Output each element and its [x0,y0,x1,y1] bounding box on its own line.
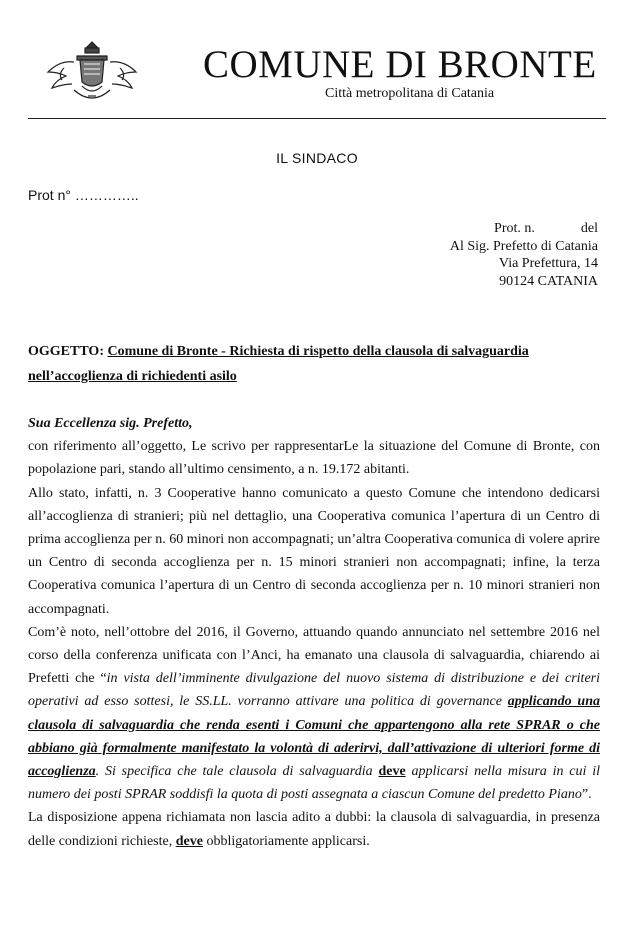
coat-of-arms-icon [44,38,140,104]
paragraph-3-intro: Com’è noto, nell’ottobre del 2016, il Governo, attuando quando annunciato nel settembre 2016 nel corso della conferenza unificata con l’Anci, ha emanato una clausola di salvaguardia, chiarendo ai Prefetti che “ [28,624,600,687]
addressee-line-3: 90124 CATANIA [499,273,598,289]
municipality-subtitle: Città metropolitana di Catania [325,86,495,101]
addressee-prot-label: Prot. n. [494,221,535,236]
subject-text-2: nell’accoglienza di richiedenti asilo [28,369,237,384]
municipality-title: COMUNE DI BRONTE [203,43,597,86]
subject-text-1: Comune di Bronte - Richiesta di rispetto della clausola di salvaguardia [107,344,529,359]
paragraph-1: con riferimento all’oggetto, Le scrivo per rappresentarLe la situazione del Comune di Bronte, con popolazione pari, stando all’ultimo censimento, a n. 19.172 abitanti. [28,439,600,478]
paragraph-4-end: obbligatoriamente applicarsi. [202,833,370,849]
paragraph-3-quote: in vista dell’imminente divulgazione del nuovo sistema di distribuzione e dei criteri operativi ad esso sottesi, le SS.LL. vorranno attivare una politica di governance [28,671,601,710]
protocol-number: Prot n° ………….. [28,187,139,203]
subject-block [28,339,603,389]
addressee-line-2: Via Prefettura, 14 [498,256,598,271]
paragraph-3-quote-cont: . Si specifica che tale clausola di salvaguardia [95,764,379,780]
paragraph-3-emphasis: applicando una clausola di salvaguardia che renda esenti i Comuni che appartengono alla rete SPRAR o che abbiano già formalmente manifestato la volontà di aderirvi, dall’attivazione di ulteriori forme di accoglienza [28,694,600,780]
paragraph-3-quote-end: applicarsi nella misura in cui il numero dei posti SPRAR soddisfi la quota di posti assegnata a ciascun Comune del predetto Piano [28,764,600,803]
paragraph-3-deve: deve [378,764,406,780]
addressee-line-1: Al Sig. Prefetto di Catania [449,238,598,254]
sender-heading: IL SINDACO [276,150,358,166]
paragraph-3-close: ”. [581,787,592,803]
paragraph-4 [28,806,600,852]
salutation: Sua Eccellenza sig. Prefetto, [28,416,193,431]
paragraph-4-intro: La disposizione appena richiamata non lascia adito a dubbi: la clausola di salvaguardia, in presenza delle condizioni richieste, [28,810,600,849]
paragraph-4-deve: deve [175,833,203,849]
subject-label: OGGETTO: [28,344,104,359]
addressee-block [450,220,598,290]
addressee-protocol-row [450,220,598,238]
letter-body [28,412,600,853]
paragraph-3 [28,621,600,807]
addressee-del-label: del [580,221,598,236]
paragraph-2: Allo stato, infatti, n. 3 Cooperative hanno comunicato a questo Comune che intendono dedicarsi all’accoglienza di stranieri; più nel dettaglio, una Cooperativa comunica l’apertura di un Centro di prima accoglienza per n. 60 minori non accompagnati; un’altra Cooperativa comunica di volere aprire un Centro di seconda accoglienza per n. 15 minori stranieri non accompagnati; infine, la terza Cooperativa comunica l’apertura di un Centro di seconda accoglienza per n. 10 minori stranieri non accompagnati. [28,485,600,617]
header-divider [28,118,606,119]
